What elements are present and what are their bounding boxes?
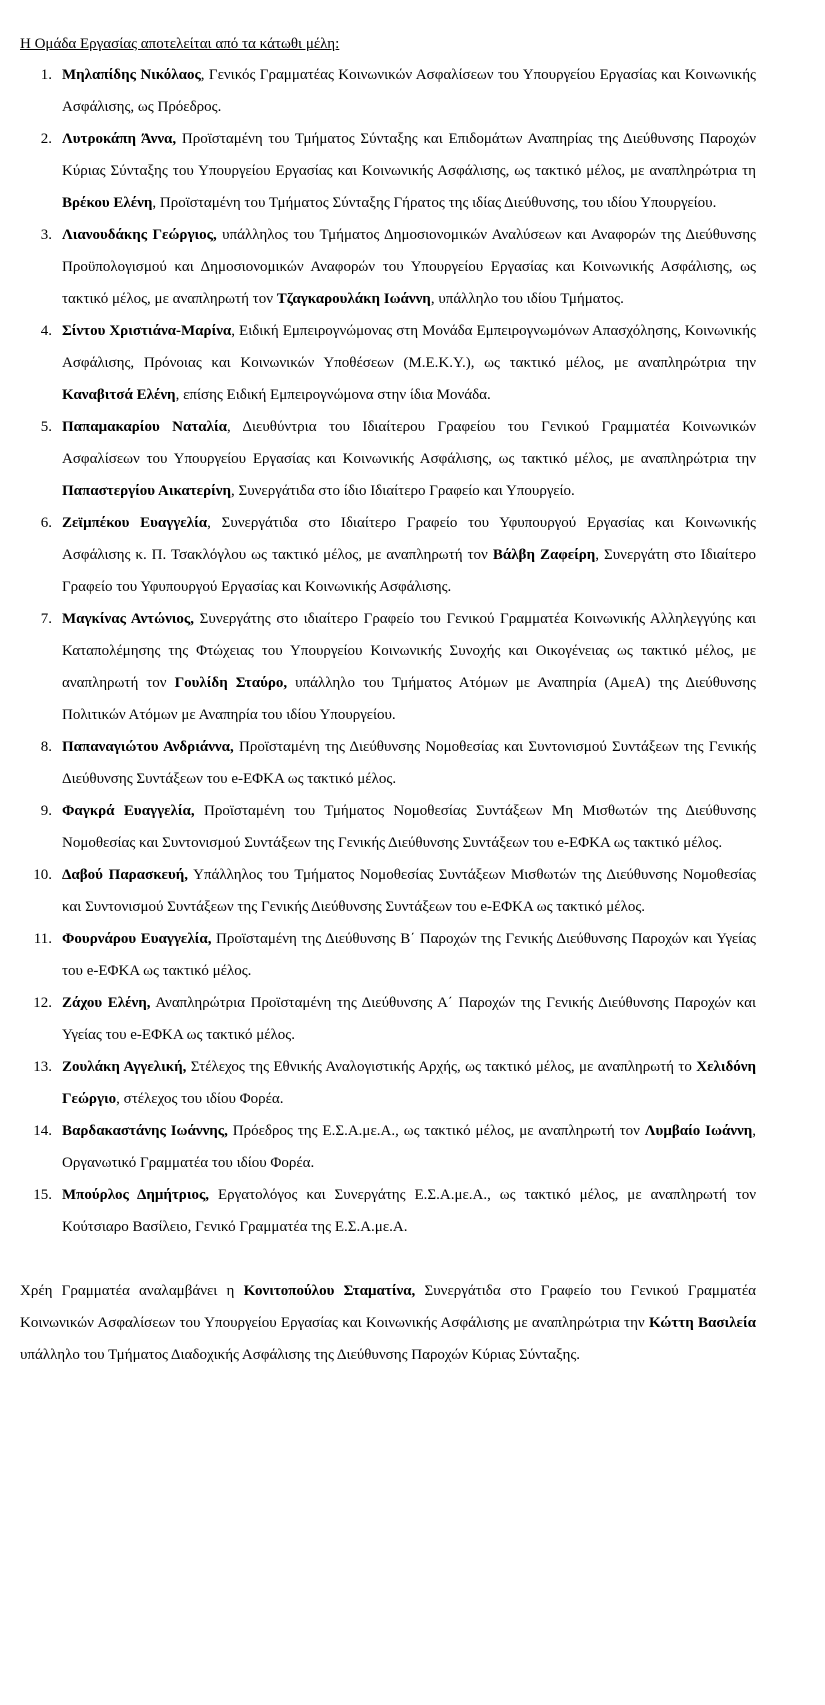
text-segment: , υπάλληλο του ιδίου Τμήματος. — [430, 291, 624, 307]
item-number: 7. — [40, 611, 52, 627]
text-segment: , Γενικός Γραμματέας Κοινωνικών Ασφαλίσεων του Υπουργείου Εργασίας και Κοινωνικής Ασφάλισης, ως Πρόεδρος. — [62, 67, 756, 115]
person-name: Παπαναγιώτου Ανδριάννα, — [62, 739, 234, 755]
item-number: 9. — [40, 803, 52, 819]
list-item — [20, 603, 756, 731]
item-number: 1. — [40, 67, 52, 83]
list-item — [20, 59, 756, 123]
item-number: 3. — [40, 227, 52, 243]
text-segment: Προϊσταμένη της Διεύθυνσης Νομοθεσίας και Συντονισμού Συντάξεων της Γενικής Διεύθυνσης Συντάξεων του e-ΕΦΚΑ ως τακτικό μέλος. — [62, 739, 756, 787]
item-number: 4. — [40, 323, 52, 339]
person-name: Μαγκίνας Αντώνιος, — [62, 611, 194, 627]
list-item — [20, 795, 756, 859]
person-name: Παπαστεργίου Αικατερίνη — [62, 483, 231, 499]
person-name: Σίντου Χριστιάνα-Μαρίνα — [62, 323, 232, 339]
item-number: 11. — [33, 931, 52, 947]
text-segment: Αναπληρώτρια Προϊσταμένη της Διεύθυνσης Α΄ Παροχών της Γενικής Διεύθυνσης Παροχών και Υγείας του e-ΕΦΚΑ ως τακτικό μέλος. — [62, 995, 756, 1043]
person-name: Φουρνάρου Ευαγγελία, — [62, 931, 212, 947]
text-segment: υπάλληλο του Τμήματος Διαδοχικής Ασφάλισης της Διεύθυνσης Παροχών Κύριας Σύνταξης. — [20, 1347, 581, 1363]
list-item — [20, 923, 756, 987]
text-segment: , Συνεργάτιδα στο ίδιο Ιδιαίτερο Γραφείο και Υπουργείο. — [230, 483, 575, 499]
list-item — [20, 507, 756, 603]
text-segment: , Συνεργάτη στο Ιδιαίτερο Γραφείο του Υφυπουργού Εργασίας και Κοινωνικής Ασφάλισης. — [62, 547, 756, 595]
secretary-paragraph — [20, 1275, 756, 1371]
text-segment: Χρέη Γραμματέα αναλαμβάνει η — [20, 1283, 244, 1299]
members-list — [20, 59, 756, 1243]
list-item — [20, 1115, 756, 1179]
person-name: Κονιτοπούλου Σταματίνα, — [243, 1283, 416, 1299]
text-segment: υπάλληλο του Τμήματος Ατόμων με Αναπηρία (ΑμεΑ) της Διεύθυνσης Πολιτικών Ατόμων με Αναπηρία του ιδίου Υπουργείου. — [62, 675, 756, 723]
person-name: Τζαγκαρουλάκη Ιωάννη — [276, 291, 431, 307]
person-name: Ζεϊμπέκου Ευαγγελία — [62, 515, 208, 531]
text-segment: Συνεργάτης στο ιδιαίτερο Γραφείο του Γενικού Γραμματέα Κοινωνικής Αλληλεγγύης και Καταπολέμησης της Φτώχειας του Υπουργείου Κοινωνικής Συνοχής και Οικογένειας ως τακτικό μέλος, με αναπληρωτή τον — [62, 611, 757, 691]
list-item — [20, 219, 756, 315]
item-number: 10. — [33, 867, 52, 883]
person-name: Λιανουδάκης Γεώργιος, — [62, 227, 217, 243]
person-name: Φαγκρά Ευαγγελία, — [62, 803, 195, 819]
text-segment: Προϊσταμένη της Διεύθυνσης Β΄ Παροχών της Γενικής Διεύθυνσης Παροχών και Υγείας του e-ΕΦΚΑ ως τακτικό μέλος. — [62, 931, 756, 979]
list-item — [20, 987, 756, 1051]
item-number: 13. — [33, 1059, 52, 1075]
text-segment: Στέλεχος της Εθνικής Αναλογιστικής Αρχής, ως τακτικό μέλος, με αναπληρωτή το — [186, 1059, 697, 1075]
person-name: Ζάχου Ελένη, — [62, 995, 151, 1011]
person-name: Βρέκου Ελένη — [62, 195, 153, 211]
text-segment: , στέλεχος του ιδίου Φορέα. — [116, 1091, 284, 1107]
item-number: 6. — [40, 515, 52, 531]
person-name: Βαρδακαστάνης Ιωάννης, — [62, 1123, 228, 1139]
text-segment: , Διευθύντρια του Ιδιαίτερου Γραφείου του Γενικού Γραμματέα Κοινωνικών Ασφαλίσεων του Υπουργείου Εργασίας και Κοινωνικής Ασφάλισης, ως τακτικό μέλος, με αναπληρώτρια την — [62, 419, 756, 467]
text-segment: , Ειδική Εμπειρογνώμονας στη Μονάδα Εμπειρογνωμόνων Απασχόλησης, Κοινωνικής Ασφάλισης, Πρόνοιας και Κοινωνικών Υποθέσεων (Μ.Ε.Κ.Υ.), ως τακτικό μέλος, με αναπληρώτρια την — [62, 323, 756, 371]
list-item — [20, 123, 756, 219]
person-name: Παπαμακαρίου Ναταλία — [62, 419, 228, 435]
text-segment: , Προϊσταμένη του Τμήματος Σύνταξης Γήρατος της ιδίας Διεύθυνσης, του ιδίου Υπουργείου. — [152, 195, 717, 211]
list-item — [20, 1179, 756, 1243]
person-name: Μπούρλος Δημήτριος, — [62, 1187, 210, 1203]
list-item — [20, 859, 756, 923]
text-segment: Εργατολόγος και Συνεργάτης Ε.Σ.Α.με.Α., ως τακτικό μέλος, με αναπληρωτή τον Κούτσιαρο Βασίλειο, Γενικό Γραμματέα της Ε.Σ.Α.με.Α. — [62, 1187, 756, 1235]
person-name: Βάλβη Ζαφείρη — [492, 547, 596, 563]
item-number: 12. — [33, 995, 52, 1011]
item-number: 15. — [33, 1187, 52, 1203]
person-name: Δαβού Παρασκευή, — [62, 867, 189, 883]
text-segment: , Συνεργάτιδα στο Ιδιαίτερο Γραφείο του Υφυπουργού Εργασίας και Κοινωνικής Ασφάλισης κ. Π. Τσακλόγλου ως τακτικό μέλος, με αναπληρωτή τον — [62, 515, 756, 563]
text-segment: Υπάλληλος του Τμήματος Νομοθεσίας Συντάξεων Μισθωτών της Διεύθυνσης Νομοθεσίας και Συντονισμού Συντάξεων της Γενικής Διεύθυνσης Συντάξεων του e-ΕΦΚΑ ως τακτικό μέλος. — [62, 867, 756, 915]
item-number: 2. — [40, 131, 52, 147]
list-item — [20, 315, 756, 411]
text-segment: Συνεργάτιδα στο Γραφείο του Γενικού Γραμματέα Κοινωνικών Ασφαλίσεων του Υπουργείου Εργασίας και Κοινωνικής Ασφάλισης με αναπληρώτρια την — [20, 1283, 756, 1331]
person-name: Λυμβαίο Ιωάννη — [644, 1123, 753, 1139]
text-segment: Προϊσταμένη του Τμήματος Νομοθεσίας Συντάξεων Μη Μισθωτών της Διεύθυνσης Νομοθεσίας και Συντονισμού Συντάξεων της Γενικής Διεύθυνσης Συντάξεων του e-ΕΦΚΑ ως τακτικό μέλος. — [62, 803, 756, 851]
person-name: Καναβιτσά Ελένη — [62, 387, 176, 403]
text-segment: , επίσης Ειδική Εμπειρογνώμονα στην ίδια Μονάδα. — [175, 387, 491, 403]
person-name: Γουλίδη Σταύρο, — [174, 675, 288, 691]
intro-heading: Η Ομάδα Εργασίας αποτελείται από τα κάτωθι μέλη: — [20, 36, 340, 52]
person-name: Κώττη Βασιλεία — [649, 1315, 756, 1331]
person-name: Μηλαπίδης Νικόλαος — [62, 67, 201, 83]
document-page — [20, 34, 756, 1371]
person-name: Ζουλάκη Αγγελική, — [62, 1059, 187, 1075]
item-number: 14. — [33, 1123, 52, 1139]
list-item — [20, 411, 756, 507]
text-segment: Πρόεδρος της Ε.Σ.Α.με.Α., ως τακτικό μέλος, με αναπληρωτή τον — [227, 1123, 645, 1139]
item-number: 5. — [40, 419, 52, 435]
person-name: Χελιδόνη Γεώργιο — [62, 1059, 756, 1107]
list-item — [20, 731, 756, 795]
item-number: 8. — [40, 739, 52, 755]
text-segment: , Οργανωτικό Γραμματέα του ιδίου Φορέα. — [62, 1123, 756, 1171]
person-name: Λυτροκάπη Άννα, — [62, 131, 177, 147]
list-item — [20, 1051, 756, 1115]
text-segment: υπάλληλος του Τμήματος Δημοσιονομικών Αναλύσεων και Αναφορών της Διεύθυνσης Προϋπολογισμού και Δημοσιονομικών Αναφορών του Υπουργείου Εργασίας και Κοινωνικής Ασφάλισης, ως τακτικό μέλος, με αναπληρωτή τον — [62, 227, 756, 307]
text-segment: Προϊσταμένη του Τμήματος Σύνταξης και Επιδομάτων Αναπηρίας της Διεύθυνσης Παροχών Κύριας Σύνταξης του Υπουργείου Εργασίας και Κοινωνικής Ασφάλισης, ως τακτικό μέλος, με αναπληρώτρια τη — [62, 131, 756, 179]
